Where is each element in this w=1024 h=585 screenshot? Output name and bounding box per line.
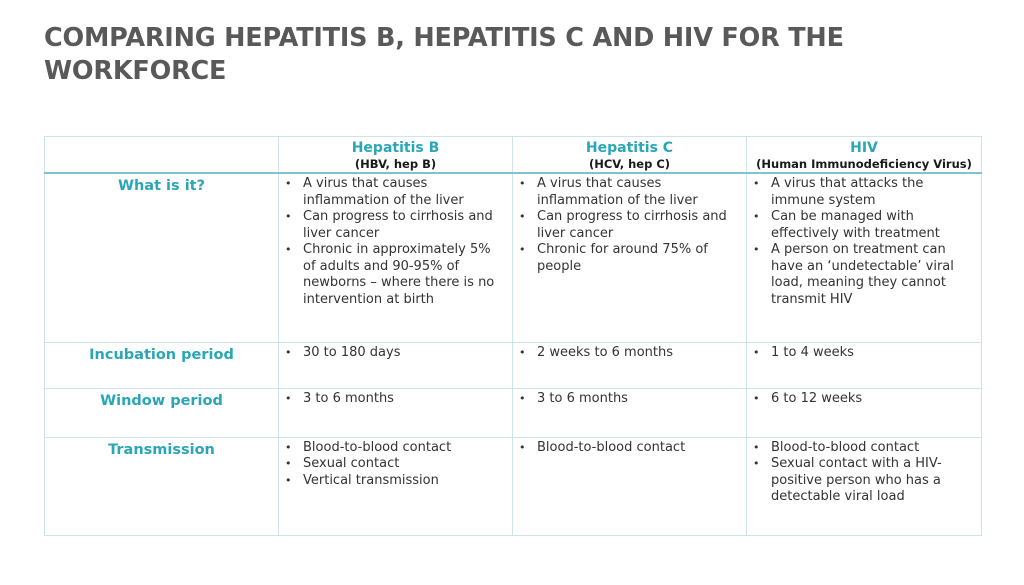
bullet-item: • Sexual contact with a HIV-positive person who has a detectable viral load xyxy=(771,456,975,506)
bullet-list xyxy=(279,438,512,490)
table-cell xyxy=(513,437,747,535)
bullet-item: • Chronic in approximately 5% of adults and 90-95% of newborns – where there is no intervention at birth xyxy=(303,242,506,308)
bullet-item: • Chronic for around 75% of people xyxy=(537,242,740,275)
row-header-transmission: Transmission xyxy=(45,437,279,535)
table-row xyxy=(45,173,982,342)
bullet-item: • A person on treatment can have an ‘undetectable’ viral load, meaning they cannot transmit HIV xyxy=(771,242,975,308)
table-cell xyxy=(279,388,513,437)
column-name: Hepatitis C xyxy=(585,140,674,156)
column-header-hiv xyxy=(747,137,982,174)
bullet-item: • 30 to 180 days xyxy=(303,345,506,362)
bullet-item: • A virus that causes inflammation of the liver xyxy=(537,176,740,209)
table-cell xyxy=(279,437,513,535)
bullet-list xyxy=(747,174,981,308)
column-header-hepatitis-c xyxy=(513,137,747,174)
bullet-item: • A virus that causes inflammation of the liver xyxy=(303,176,506,209)
row-header-window-period: Window period xyxy=(45,388,279,437)
bullet-item: • 2 weeks to 6 months xyxy=(537,345,740,362)
bullet-item: • Blood-to-blood contact xyxy=(303,440,506,457)
bullet-item: • A virus that attacks the immune system xyxy=(771,176,975,209)
bullet-item: • Can progress to cirrhosis and liver cancer xyxy=(303,209,506,242)
bullet-list xyxy=(513,389,746,408)
column-subtitle: (Human Immunodeficiency Virus) xyxy=(756,157,972,171)
bullet-list xyxy=(747,343,981,362)
bullet-item: • 6 to 12 weeks xyxy=(771,391,975,408)
bullet-list xyxy=(513,343,746,362)
table-cell xyxy=(747,437,982,535)
bullet-list xyxy=(279,174,512,308)
table-cell xyxy=(279,342,513,388)
bullet-list xyxy=(513,438,746,457)
column-subtitle: (HCV, hep C) xyxy=(588,157,671,171)
table-cell xyxy=(279,173,513,342)
row-header-incubation-period: Incubation period xyxy=(45,342,279,388)
page-title: COMPARING HEPATITIS B, HEPATITIS C AND HIV FOR THE WORKFORCE xyxy=(44,23,844,86)
bullet-item: • Blood-to-blood contact xyxy=(771,440,975,457)
bullet-list xyxy=(513,174,746,275)
bullet-item: • Vertical transmission xyxy=(303,473,506,490)
table-cell xyxy=(513,388,747,437)
column-name: HIV xyxy=(850,140,878,156)
bullet-list xyxy=(747,438,981,506)
comparison-table xyxy=(44,136,982,536)
table-header-row xyxy=(45,137,982,174)
table-cell xyxy=(747,388,982,437)
bullet-list xyxy=(747,389,981,408)
table-cell xyxy=(513,173,747,342)
column-subtitle: (HBV, hep B) xyxy=(354,157,437,171)
row-header-what-is-it: What is it? xyxy=(45,173,279,342)
table-cell xyxy=(747,173,982,342)
bullet-list xyxy=(279,343,512,362)
table-cell xyxy=(513,342,747,388)
column-name: Hepatitis B xyxy=(351,140,440,156)
bullet-item: • 3 to 6 months xyxy=(303,391,506,408)
header-empty-cell xyxy=(45,137,279,174)
table-row xyxy=(45,437,982,535)
bullet-item: • Sexual contact xyxy=(303,456,506,473)
bullet-list xyxy=(279,389,512,408)
table-cell xyxy=(747,342,982,388)
bullet-item: • Blood-to-blood contact xyxy=(537,440,740,457)
table-row xyxy=(45,342,982,388)
bullet-item: • Can be managed with effectively with treatment xyxy=(771,209,975,242)
table-row xyxy=(45,388,982,437)
column-header-hepatitis-b xyxy=(279,137,513,174)
bullet-item: • 1 to 4 weeks xyxy=(771,345,975,362)
bullet-item: • 3 to 6 months xyxy=(537,391,740,408)
bullet-item: • Can progress to cirrhosis and liver cancer xyxy=(537,209,740,242)
